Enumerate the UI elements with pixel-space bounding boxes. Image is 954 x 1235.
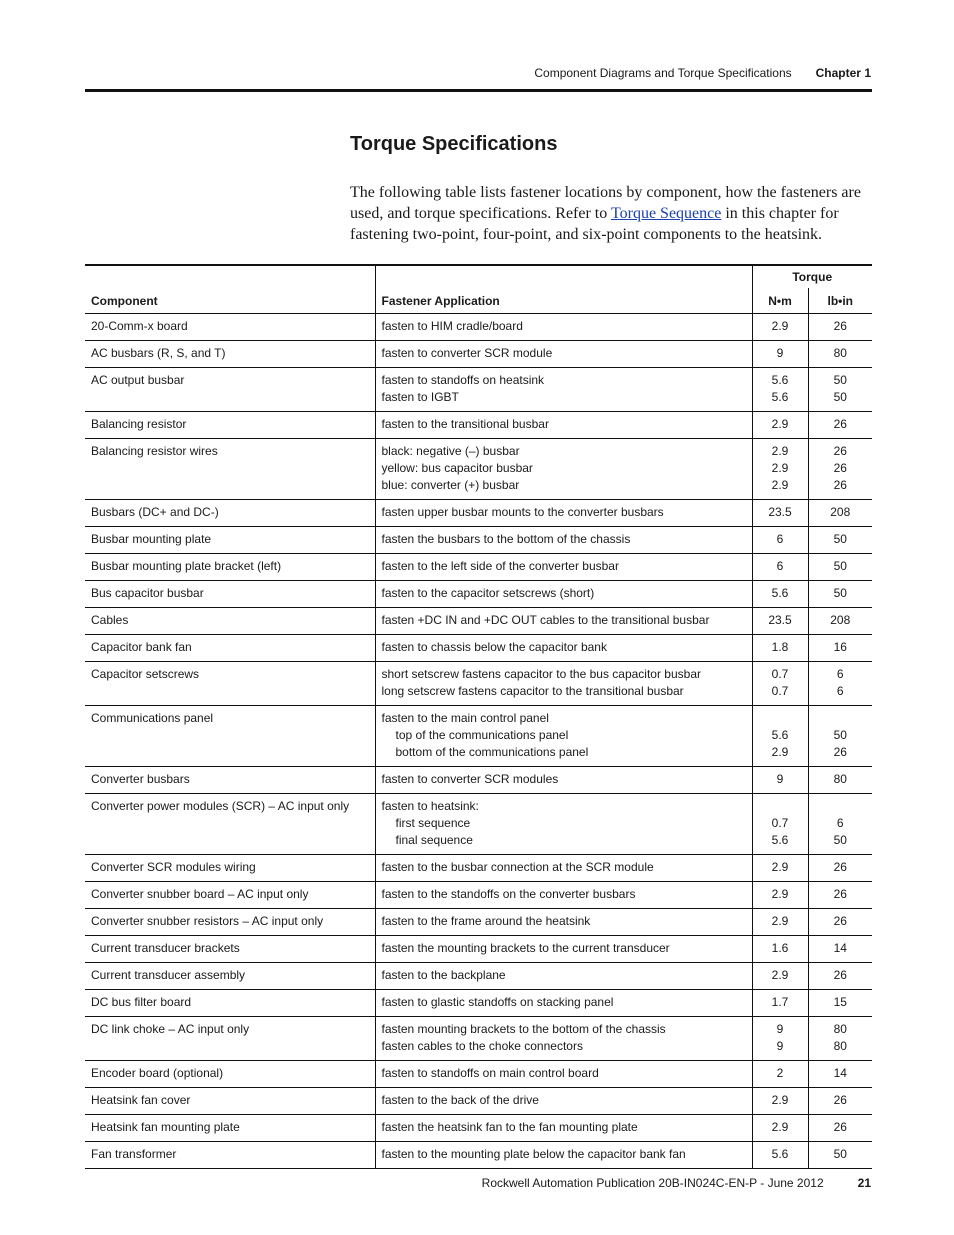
intro-paragraph bbox=[350, 182, 872, 245]
nm-cell bbox=[752, 341, 808, 368]
table-row bbox=[85, 341, 872, 368]
torque-sequence-link[interactable]: Torque Sequence bbox=[610, 205, 722, 222]
application-text: top of the communications panel bbox=[395, 728, 569, 742]
nm-value: 9 bbox=[776, 1039, 784, 1053]
application-text: fasten to standoffs on heatsink bbox=[381, 373, 545, 387]
table-row bbox=[85, 1142, 872, 1169]
component-cell: Converter snubber board – AC input only bbox=[85, 882, 375, 909]
application-cell bbox=[375, 1142, 752, 1169]
table-row bbox=[85, 412, 872, 439]
lbin-header: lb•in bbox=[808, 288, 872, 314]
table-row bbox=[85, 767, 872, 794]
nm-cell bbox=[752, 767, 808, 794]
application-cell bbox=[375, 767, 752, 794]
nm-value bbox=[759, 710, 802, 727]
application-text: fasten the busbars to the bottom of the chassis bbox=[381, 532, 631, 546]
application-text: fasten to standoffs on main control board bbox=[381, 1066, 599, 1080]
table-header bbox=[85, 265, 872, 314]
application-cell bbox=[375, 581, 752, 608]
nm-value: 6 bbox=[776, 559, 784, 573]
lbin-value: 80 bbox=[833, 1039, 847, 1053]
intro-text-after: in this chapter for fastening two-point, four-point, and six-point components to the heatsink. bbox=[350, 205, 839, 243]
lbin-cell bbox=[808, 554, 872, 581]
application-cell bbox=[375, 341, 752, 368]
application-text: fasten to the transitional busbar bbox=[381, 417, 549, 431]
lbin-cell bbox=[808, 963, 872, 990]
nm-value: 5.6 bbox=[771, 586, 789, 600]
component-cell: Communications panel bbox=[85, 706, 375, 767]
component-cell: Converter snubber resistors – AC input only bbox=[85, 909, 375, 936]
lbin-cell bbox=[808, 990, 872, 1017]
component-cell: Current transducer assembly bbox=[85, 963, 375, 990]
lbin-value: 26 bbox=[833, 1120, 847, 1134]
application-text: fasten to the backplane bbox=[381, 968, 506, 982]
page-footer bbox=[482, 1176, 871, 1190]
lbin-value: 6 bbox=[836, 684, 844, 698]
table-body bbox=[85, 314, 872, 1169]
lbin-value: 50 bbox=[833, 1147, 847, 1161]
component-cell: Cables bbox=[85, 608, 375, 635]
nm-value: 2.9 bbox=[771, 461, 789, 475]
table-row bbox=[85, 368, 872, 412]
lbin-value: 6 bbox=[836, 667, 844, 681]
component-cell: Heatsink fan mounting plate bbox=[85, 1115, 375, 1142]
lbin-cell bbox=[808, 368, 872, 412]
nm-cell bbox=[752, 794, 808, 855]
table-row bbox=[85, 909, 872, 936]
lbin-cell bbox=[808, 909, 872, 936]
table-row bbox=[85, 1017, 872, 1061]
lbin-cell bbox=[808, 1142, 872, 1169]
nm-value: 1.8 bbox=[771, 640, 789, 654]
lbin-cell bbox=[808, 314, 872, 341]
intro-text-before: The following table lists fastener locations by component, how the fasteners are used, and torque specifications. Refer to bbox=[350, 184, 861, 222]
lbin-value: 14 bbox=[833, 1066, 847, 1080]
nm-value: 9 bbox=[776, 346, 784, 360]
lbin-cell bbox=[808, 439, 872, 500]
application-text: fasten to the frame around the heatsink bbox=[381, 914, 591, 928]
lbin-value: 80 bbox=[833, 346, 847, 360]
application-text: fasten to the standoffs on the converter busbars bbox=[381, 887, 636, 901]
lbin-cell bbox=[808, 1088, 872, 1115]
lbin-value bbox=[815, 710, 867, 727]
nm-cell bbox=[752, 909, 808, 936]
component-cell: Current transducer brackets bbox=[85, 936, 375, 963]
component-cell: Converter busbars bbox=[85, 767, 375, 794]
lbin-cell bbox=[808, 767, 872, 794]
application-text: fasten to IGBT bbox=[381, 390, 459, 404]
nm-value: 2.9 bbox=[771, 1093, 789, 1107]
application-text: black: negative (–) busbar bbox=[381, 444, 520, 458]
application-cell bbox=[375, 662, 752, 706]
lbin-value: 26 bbox=[833, 461, 847, 475]
application-text: fasten to the capacitor setscrews (short) bbox=[381, 586, 595, 600]
nm-cell bbox=[752, 527, 808, 554]
nm-value: 2.9 bbox=[771, 444, 789, 458]
application-text: fasten the heatsink fan to the fan mounting plate bbox=[381, 1120, 638, 1134]
application-text: fasten to the back of the drive bbox=[381, 1093, 539, 1107]
application-cell bbox=[375, 554, 752, 581]
nm-value: 9 bbox=[776, 1022, 784, 1036]
lbin-value: 6 bbox=[836, 816, 844, 830]
table-row bbox=[85, 554, 872, 581]
application-cell bbox=[375, 882, 752, 909]
table-row bbox=[85, 581, 872, 608]
application-text: yellow: bus capacitor busbar bbox=[381, 461, 533, 475]
nm-value: 5.6 bbox=[771, 373, 789, 387]
nm-value: 2.9 bbox=[771, 887, 789, 901]
nm-value bbox=[759, 798, 802, 815]
lbin-cell bbox=[808, 635, 872, 662]
table-row bbox=[85, 936, 872, 963]
lbin-cell bbox=[808, 1017, 872, 1061]
application-header: Fastener Application bbox=[375, 265, 752, 314]
lbin-value: 26 bbox=[833, 745, 847, 759]
nm-value: 2.9 bbox=[771, 319, 789, 333]
nm-cell bbox=[752, 882, 808, 909]
nm-cell bbox=[752, 439, 808, 500]
nm-cell bbox=[752, 963, 808, 990]
table-row bbox=[85, 794, 872, 855]
lbin-cell bbox=[808, 341, 872, 368]
table-row bbox=[85, 439, 872, 500]
application-text: short setscrew fastens capacitor to the bus capacitor busbar bbox=[381, 667, 701, 681]
lbin-value: 26 bbox=[833, 417, 847, 431]
nm-cell bbox=[752, 1142, 808, 1169]
lbin-value: 50 bbox=[833, 559, 847, 573]
component-cell: AC output busbar bbox=[85, 368, 375, 412]
lbin-cell bbox=[808, 1061, 872, 1088]
application-text: fasten to glastic standoffs on stacking panel bbox=[381, 995, 614, 1009]
application-text: fasten to the busbar connection at the SCR module bbox=[381, 860, 654, 874]
component-cell: Busbars (DC+ and DC-) bbox=[85, 500, 375, 527]
lbin-value: 50 bbox=[833, 390, 847, 404]
table-row bbox=[85, 706, 872, 767]
lbin-cell bbox=[808, 500, 872, 527]
component-cell: AC busbars (R, S, and T) bbox=[85, 341, 375, 368]
page-title: Torque Specifications bbox=[350, 133, 558, 155]
lbin-cell bbox=[808, 882, 872, 909]
nm-cell bbox=[752, 936, 808, 963]
table-row bbox=[85, 527, 872, 554]
application-text: fasten to converter SCR module bbox=[381, 346, 553, 360]
nm-cell bbox=[752, 662, 808, 706]
nm-cell bbox=[752, 368, 808, 412]
lbin-cell bbox=[808, 855, 872, 882]
component-cell: 20-Comm-x board bbox=[85, 314, 375, 341]
lbin-value: 26 bbox=[833, 478, 847, 492]
nm-value: 0.7 bbox=[771, 816, 789, 830]
nm-header: N•m bbox=[752, 288, 808, 314]
lbin-value: 16 bbox=[833, 640, 847, 654]
application-cell bbox=[375, 412, 752, 439]
nm-cell bbox=[752, 990, 808, 1017]
application-cell bbox=[375, 909, 752, 936]
header-chapter: Chapter 1 bbox=[815, 66, 871, 80]
component-cell: Fan transformer bbox=[85, 1142, 375, 1169]
lbin-value: 50 bbox=[833, 833, 847, 847]
lbin-cell bbox=[808, 662, 872, 706]
lbin-value: 26 bbox=[833, 319, 847, 333]
application-cell bbox=[375, 794, 752, 855]
nm-value: 2.9 bbox=[771, 968, 789, 982]
lbin-value: 26 bbox=[833, 968, 847, 982]
page-number: 21 bbox=[857, 1176, 871, 1190]
torque-header: Torque bbox=[752, 265, 872, 288]
lbin-value: 26 bbox=[833, 887, 847, 901]
application-text: first sequence bbox=[395, 816, 471, 830]
nm-cell bbox=[752, 554, 808, 581]
application-cell bbox=[375, 1061, 752, 1088]
table-row bbox=[85, 500, 872, 527]
application-text: fasten to the mounting plate below the capacitor bank fan bbox=[381, 1147, 686, 1161]
application-text: fasten to the main control panel bbox=[381, 711, 549, 725]
nm-cell bbox=[752, 706, 808, 767]
component-header: Component bbox=[85, 265, 375, 314]
application-cell bbox=[375, 527, 752, 554]
table-row bbox=[85, 662, 872, 706]
lbin-value: 50 bbox=[833, 728, 847, 742]
application-cell bbox=[375, 368, 752, 412]
nm-cell bbox=[752, 1115, 808, 1142]
header-rule bbox=[85, 89, 872, 92]
application-cell bbox=[375, 439, 752, 500]
nm-cell bbox=[752, 608, 808, 635]
component-cell: DC link choke – AC input only bbox=[85, 1017, 375, 1061]
lbin-value: 15 bbox=[833, 995, 847, 1009]
lbin-value: 50 bbox=[833, 532, 847, 546]
component-cell: Balancing resistor wires bbox=[85, 439, 375, 500]
nm-value: 5.6 bbox=[771, 390, 789, 404]
nm-cell bbox=[752, 314, 808, 341]
component-cell: DC bus filter board bbox=[85, 990, 375, 1017]
nm-value: 5.6 bbox=[771, 728, 789, 742]
nm-value: 2.9 bbox=[771, 860, 789, 874]
table-row bbox=[85, 882, 872, 909]
component-cell: Heatsink fan cover bbox=[85, 1088, 375, 1115]
table-row bbox=[85, 608, 872, 635]
lbin-cell bbox=[808, 794, 872, 855]
nm-value: 1.7 bbox=[771, 995, 789, 1009]
application-text: fasten to heatsink: bbox=[381, 799, 479, 813]
table-row bbox=[85, 1061, 872, 1088]
lbin-value bbox=[815, 798, 867, 815]
running-header bbox=[534, 66, 871, 80]
application-text: fasten to converter SCR modules bbox=[381, 772, 559, 786]
nm-value: 2.9 bbox=[771, 1120, 789, 1134]
application-text: fasten cables to the choke connectors bbox=[381, 1039, 583, 1053]
application-cell bbox=[375, 706, 752, 767]
lbin-value: 26 bbox=[833, 444, 847, 458]
table-row bbox=[85, 635, 872, 662]
lbin-value: 26 bbox=[833, 1093, 847, 1107]
lbin-cell bbox=[808, 527, 872, 554]
nm-value: 0.7 bbox=[771, 667, 789, 681]
nm-value: 1.6 bbox=[771, 941, 789, 955]
lbin-value: 26 bbox=[833, 860, 847, 874]
component-cell: Converter power modules (SCR) – AC input only bbox=[85, 794, 375, 855]
lbin-cell bbox=[808, 581, 872, 608]
application-cell bbox=[375, 1017, 752, 1061]
component-cell: Capacitor bank fan bbox=[85, 635, 375, 662]
table-row bbox=[85, 1088, 872, 1115]
table-row bbox=[85, 855, 872, 882]
application-text: long setscrew fastens capacitor to the transitional busbar bbox=[381, 684, 684, 698]
nm-value: 0.7 bbox=[771, 684, 789, 698]
nm-value: 23.5 bbox=[768, 505, 792, 519]
component-cell: Converter SCR modules wiring bbox=[85, 855, 375, 882]
application-cell bbox=[375, 1115, 752, 1142]
component-cell: Capacitor setscrews bbox=[85, 662, 375, 706]
application-cell bbox=[375, 314, 752, 341]
component-cell: Busbar mounting plate bracket (left) bbox=[85, 554, 375, 581]
nm-value: 9 bbox=[776, 772, 784, 786]
lbin-cell bbox=[808, 706, 872, 767]
application-cell bbox=[375, 963, 752, 990]
nm-cell bbox=[752, 635, 808, 662]
nm-value: 6 bbox=[776, 532, 784, 546]
application-text: bottom of the communications panel bbox=[395, 745, 589, 759]
table-row bbox=[85, 963, 872, 990]
nm-value: 2 bbox=[776, 1066, 784, 1080]
application-cell bbox=[375, 500, 752, 527]
nm-cell bbox=[752, 1088, 808, 1115]
application-text: blue: converter (+) busbar bbox=[381, 478, 520, 492]
table-row bbox=[85, 1115, 872, 1142]
nm-value: 2.9 bbox=[771, 478, 789, 492]
lbin-value: 208 bbox=[830, 613, 851, 627]
application-text: fasten to chassis below the capacitor bank bbox=[381, 640, 607, 654]
nm-cell bbox=[752, 855, 808, 882]
nm-cell bbox=[752, 581, 808, 608]
application-cell bbox=[375, 608, 752, 635]
nm-value: 23.5 bbox=[768, 613, 792, 627]
application-cell bbox=[375, 1088, 752, 1115]
component-cell: Bus capacitor busbar bbox=[85, 581, 375, 608]
application-text: fasten mounting brackets to the bottom of the chassis bbox=[381, 1022, 666, 1036]
nm-cell bbox=[752, 1061, 808, 1088]
component-cell: Balancing resistor bbox=[85, 412, 375, 439]
component-cell: Encoder board (optional) bbox=[85, 1061, 375, 1088]
component-cell: Busbar mounting plate bbox=[85, 527, 375, 554]
lbin-cell bbox=[808, 608, 872, 635]
nm-value: 2.9 bbox=[771, 914, 789, 928]
nm-value: 5.6 bbox=[771, 1147, 789, 1161]
lbin-value: 208 bbox=[830, 505, 851, 519]
application-text: final sequence bbox=[395, 833, 473, 847]
torque-table bbox=[85, 264, 872, 1169]
application-cell bbox=[375, 990, 752, 1017]
application-cell bbox=[375, 855, 752, 882]
lbin-value: 26 bbox=[833, 914, 847, 928]
application-cell bbox=[375, 936, 752, 963]
application-text: fasten to the left side of the converter busbar bbox=[381, 559, 619, 573]
table-row bbox=[85, 990, 872, 1017]
nm-value: 5.6 bbox=[771, 833, 789, 847]
application-text: fasten +DC IN and +DC OUT cables to the transitional busbar bbox=[381, 613, 710, 627]
header-section-title: Component Diagrams and Torque Specifications bbox=[534, 66, 792, 80]
application-text: fasten the mounting brackets to the current transducer bbox=[381, 941, 670, 955]
nm-cell bbox=[752, 412, 808, 439]
nm-value: 2.9 bbox=[771, 417, 789, 431]
application-text: fasten upper busbar mounts to the converter busbars bbox=[381, 505, 664, 519]
nm-cell bbox=[752, 1017, 808, 1061]
nm-cell bbox=[752, 500, 808, 527]
application-text: fasten to HIM cradle/board bbox=[381, 319, 523, 333]
application-cell bbox=[375, 635, 752, 662]
lbin-cell bbox=[808, 936, 872, 963]
lbin-value: 50 bbox=[833, 373, 847, 387]
nm-value: 2.9 bbox=[771, 745, 789, 759]
table-row bbox=[85, 314, 872, 341]
lbin-cell bbox=[808, 412, 872, 439]
lbin-cell bbox=[808, 1115, 872, 1142]
lbin-value: 80 bbox=[833, 1022, 847, 1036]
lbin-value: 50 bbox=[833, 586, 847, 600]
lbin-value: 14 bbox=[833, 941, 847, 955]
footer-publication: Rockwell Automation Publication 20B-IN024C-EN-P - June 2012 bbox=[481, 1176, 824, 1190]
lbin-value: 80 bbox=[833, 772, 847, 786]
